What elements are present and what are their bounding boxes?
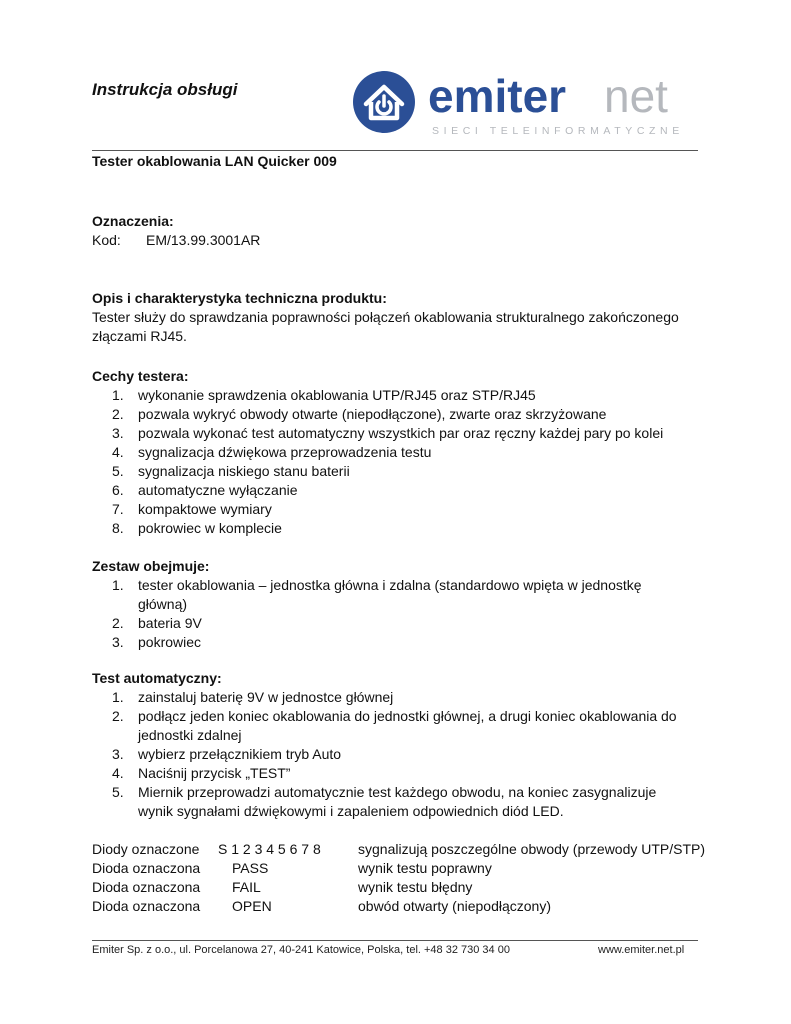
description-heading: Opis i charakterystyka techniczna produktu: (92, 290, 387, 306)
diode-meaning: wynik testu błędny (358, 879, 473, 895)
kit-heading: Zestaw obejmuje: (92, 558, 210, 574)
diode-marking: S 1 2 3 4 5 6 7 8 (218, 841, 321, 857)
list-item: 1. zainstaluj baterię 9V w jednostce głównej (112, 689, 394, 705)
features-section (92, 367, 702, 538)
code-line (92, 231, 392, 250)
list-item: 5. sygnalizacja niskiego stanu baterii (112, 463, 350, 479)
footer-address: Emiter Sp. z o.o., ul. Porcelanowa 27, 40-241 Katowice, Polska, tel. +48 32 730 34 00 (92, 944, 510, 956)
header-divider (92, 150, 698, 151)
diode-label: Dioda oznaczona (92, 898, 201, 914)
footer-divider (92, 940, 698, 941)
product-title: Tester okablowania LAN Quicker 009 (92, 153, 337, 169)
code-label: Kod: (92, 232, 121, 248)
list-item: 4. Naciśnij przycisk „TEST” (112, 765, 291, 781)
auto-test-section (92, 669, 702, 821)
diode-meaning: obwód otwarty (niepodłączony) (358, 898, 551, 914)
diode-label: Dioda oznaczona (92, 879, 201, 895)
list-item: 3. pokrowiec (112, 634, 202, 650)
code-value: EM/13.99.3001AR (146, 232, 261, 248)
kit-list (92, 576, 702, 652)
list-item: 6. automatyczne wyłączanie (112, 482, 298, 498)
list-item: 5. Miernik przeprowadzi automatycznie test każdego obwodu, na koniec zasygnalizuje wynik sygnałami dźwiękowymi i zapaleniem odpowiednich diód LED. (112, 784, 657, 819)
list-item: 1. tester okablowania – jednostka główna i zdalna (standardowo wpięta w jednostkę główną) (112, 577, 642, 612)
footer-website: www.emiter.net.pl (598, 944, 685, 956)
list-item: 3. pozwala wykonać test automatyczny wszystkich par oraz ręczny każdej pary po kolei (112, 425, 664, 441)
diode-meaning: sygnalizują poszczególne obwody (przewody UTP/STP) (358, 841, 706, 857)
auto-test-heading: Test automatyczny: (92, 670, 222, 686)
description-line: złączami RJ45. (92, 328, 187, 344)
diode-marking: FAIL (232, 879, 261, 895)
page-title: Instrukcja obsługi (92, 80, 238, 99)
diode-marking: PASS (232, 860, 269, 876)
auto-test-list (92, 688, 702, 821)
features-list (92, 386, 702, 538)
logo-text-light: net (604, 70, 668, 122)
diode-label: Diody oznaczone (92, 841, 200, 857)
diode-marking: OPEN (232, 898, 272, 914)
logo-text-bold: emiter (428, 70, 567, 122)
list-item: 7. kompaktowe wymiary (112, 501, 272, 517)
list-item: 4. sygnalizacja dźwiękowa przeprowadzenia testu (112, 444, 432, 460)
kit-section (92, 557, 702, 652)
diode-label: Dioda oznaczona (92, 860, 201, 876)
diode-row (92, 840, 712, 859)
house-power-icon (353, 71, 415, 133)
list-item: 2. pozwala wykryć obwody otwarte (niepodłączone), zwarte oraz skrzyżowane (112, 406, 607, 422)
diode-row (92, 859, 712, 878)
logo-tagline: SIECI TELEINFORMATYCZNE (432, 125, 684, 137)
features-heading: Cechy testera: (92, 368, 189, 384)
description-line: Tester służy do sprawdzania poprawności połączeń okablowania strukturalnego zakończonego (92, 309, 679, 325)
list-item: 8. pokrowiec w komplecie (112, 520, 282, 536)
diode-row (92, 878, 712, 897)
description-section (92, 289, 702, 346)
designations-heading: Oznaczenia: (92, 213, 174, 229)
emiternet-logo (352, 68, 697, 138)
list-item: 3. wybierz przełącznikiem tryb Auto (112, 746, 342, 762)
list-item: 2. podłącz jeden koniec okablowania do jednostki głównej, a drugi koniec okablowania do jednostki zdalnej (112, 708, 677, 743)
diode-row (92, 897, 712, 916)
diode-meaning: wynik testu poprawny (358, 860, 492, 876)
list-item: 2. bateria 9V (112, 615, 202, 631)
list-item: 1. wykonanie sprawdzenia okablowania UTP/RJ45 oraz STP/RJ45 (112, 387, 536, 403)
